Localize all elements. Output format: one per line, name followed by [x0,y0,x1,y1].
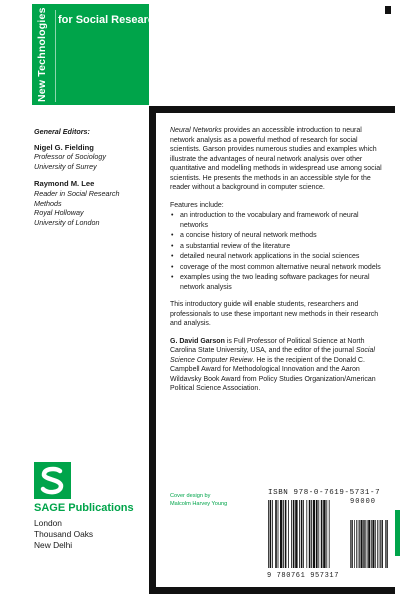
cover-designer-name: Malcolm Harvey Young [170,501,228,507]
barcode-bar [313,500,315,568]
frame-left-bar [149,106,156,594]
barcode-bar [356,520,357,568]
editor-affiliation: Royal Holloway [34,208,84,218]
barcode-bar [316,500,318,568]
editor-name: Raymond M. Lee [34,179,95,189]
barcode-bar [363,520,364,568]
editor-affiliation: Professor of Sociology [34,152,106,162]
barcode-bar [283,500,284,568]
sage-logo-icon [34,462,71,499]
barcode-bar [268,500,269,568]
publisher-name: SAGE Publications [34,502,134,514]
barcode-bar [311,500,312,568]
list-item: • detailed neural network applications in the social sciences [170,252,388,262]
barcode-bar [380,520,381,568]
barcode-bar [375,520,376,568]
list-item: • a concise history of neural network methods [170,231,388,241]
barcode-bar [278,500,279,568]
barcode-bar [386,520,387,568]
barcode-bar [301,500,303,568]
barcode-bar [382,520,383,568]
corner-mark [385,6,391,14]
closing-paragraph: This introductory guide will enable students, researchers and professionals to use these important new methods in their research and analysis. [170,301,379,327]
barcode-bar [368,520,370,568]
barcode-bar [379,520,380,568]
barcode-bar [285,500,287,568]
book-title: Neural Networks [170,127,222,134]
barcode-bar [385,520,386,568]
cover-design-label: Cover design by [170,493,211,499]
barcode-bar [321,500,323,568]
series-title-vertical: New Technologies [36,7,48,102]
editors-label: General Editors: [34,127,90,136]
barcode-bar [299,500,300,568]
barcode-bar [365,520,366,568]
barcode-bar [326,500,327,568]
barcode-bar [354,520,355,568]
barcode-bar [377,520,378,568]
barcode-bar [280,500,282,568]
barcode-bar [275,500,277,568]
series-banner-divider [55,10,56,102]
journal-title: Social Science Computer Review [170,347,375,364]
editor-affiliation: Reader in Social Research Methods [34,188,120,208]
barcode-bar [372,520,374,568]
editor-affiliation: University of Surrey [34,161,97,171]
barcode-bar [318,500,319,568]
barcode-bar [288,500,289,568]
general-editors [34,127,146,227]
barcode-bar [371,520,372,568]
list-item: • coverage of the most common alternative neural network models [170,263,388,273]
barcode-bar [351,520,352,568]
barcode-bar [270,500,272,568]
frame-bottom-bar [149,587,395,594]
barcode-bar [309,500,311,568]
barcode-digits: 9 780761 957317 [267,572,340,580]
editor-name: Nigel G. Fielding [34,142,94,152]
barcode [268,500,390,568]
series-title-horizontal: for Social Research [58,14,161,26]
author-name: G. David Garson [170,337,225,345]
barcode-bar [272,500,273,568]
author-bio: G. David Garson is Full Professor of Political Science at North Carolina State University, USA, and the editor of the journal Social Science Computer Review. He is the recipient of the Donald C. Campbell Award for Methodological Innovation and the Aaron Wildavsky Book Award from Policy Studies Organization/American Political Science Association. [170,337,376,392]
barcode-bar [359,520,360,568]
intro-paragraph: Neural Networks provides an accessible introduction to neural network analysis as a powerful method of research for social scientists. Garson provides numerous studies and examples which illustrate the advantages of neural network analysis over other quantitative and modelling methods in widespread use among social scientists. He presents the methods in an accessible style for the reader without a background in computer science. [170,127,382,191]
frame-top-bar [149,106,395,113]
publisher-city: Thousand Oaks [34,529,94,539]
back-cover-text [170,126,388,402]
list-item: • an introduction to the vocabulary and framework of neural networks [170,211,388,230]
barcode-bar [329,500,330,568]
publisher-city: New Delhi [34,540,73,550]
barcode-bar [350,520,351,568]
features-heading: Features include: [170,201,224,209]
list-item: • a substantial review of the literature [170,242,388,252]
green-edge-tab [395,510,400,556]
barcode-bar [361,520,363,568]
features-list [170,211,388,292]
publisher-city: London [34,518,62,528]
barcode-bar [295,500,297,568]
barcode-bar [323,500,325,568]
barcode-bar [293,500,295,568]
barcode-bar [306,500,307,568]
price-code: 90000 [350,498,377,506]
barcode-bar [367,520,368,568]
editor-affiliation: University of London [34,217,100,227]
list-item: • examples using the two leading software packages for neural network analysis [170,273,388,292]
barcode-bar [303,500,304,568]
barcode-bar [358,520,359,568]
barcode-bar [291,500,292,568]
isbn-number: ISBN 978-0-7619-5731-7 [268,489,381,497]
